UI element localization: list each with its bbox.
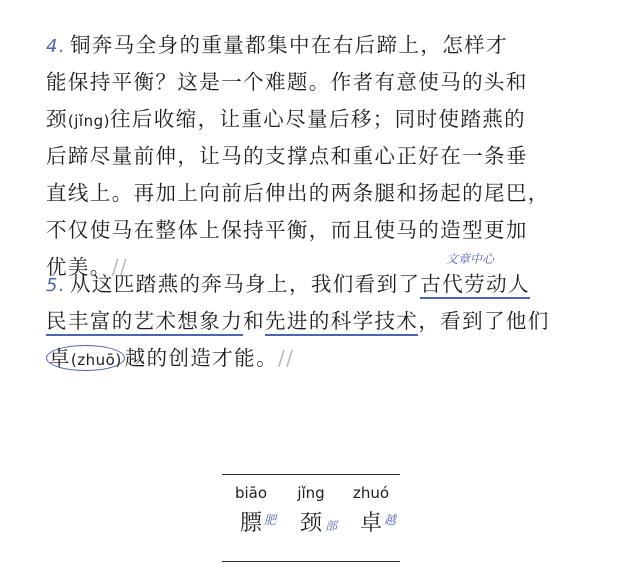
handwritten-annotation-center: 文章中心 [446, 252, 495, 266]
underlined-phrase: 先进的科学技术 [265, 309, 418, 336]
p4-line-6: 不仅使马在整体上保持平衡，而且使马的造型更加 [46, 218, 528, 242]
paragraph-number-4: 4. [46, 36, 66, 57]
vocab-char: 膘 [239, 511, 262, 536]
p4-line-4: 后蹄尽量前伸，让马的支撑点和重心正好在一条垂 [46, 144, 528, 168]
p4-line-1: 4. 铜奔马全身的重量都集中在右后蹄上，怎样才 [46, 33, 508, 57]
vocabulary-box [222, 474, 400, 562]
pinyin-zhuo: (zhuō) [70, 351, 122, 369]
pencil-mark: // [278, 346, 295, 370]
pinyin-jing: (jǐng) [67, 112, 110, 130]
vocab-pinyin: jǐng [297, 484, 325, 502]
paragraph-4 [46, 27, 591, 286]
paragraph-5 [46, 266, 591, 377]
vocab-pinyin: zhuó [352, 484, 390, 502]
circled-word: 卓(zhuō) [46, 345, 125, 371]
vocab-char: 颈 [299, 511, 322, 536]
handwritten-word-note: 部 [325, 519, 338, 533]
p4-line-2: 能保持平衡？这是一个难题。作者有意使马的头和 [46, 70, 528, 94]
p4-line-3: 颈(jǐng)往后收缩，让重心尽量后移；同时使踏燕的 [46, 107, 527, 131]
p5-line-1: 5. 从这匹踏燕的奔马身上，我们看到了古代劳动人 [46, 266, 591, 303]
vocab-char: 卓 [359, 511, 382, 536]
p4-line-5: 直线上。再加上向前后伸出的两条腿和扬起的尾巴， [46, 181, 550, 205]
handwritten-word-note: 越 [384, 513, 397, 527]
paragraph-number-5: 5. [46, 275, 66, 296]
handwritten-word-note: 肥 [264, 513, 277, 527]
pencil-mark: // [111, 255, 128, 279]
p5-line-3: 卓(zhuō) 越的创造才能。// [46, 340, 591, 377]
p5-line-2: 民丰富的艺术想象力和先进的科学技术，看到了他们 [46, 303, 591, 340]
p4-line-7: 优美。// [46, 255, 128, 279]
vocab-pinyin: biāo [234, 484, 268, 502]
underlined-phrase: 古代劳动人 [420, 272, 530, 299]
underlined-phrase: 民丰富的艺术想象力 [46, 309, 243, 336]
